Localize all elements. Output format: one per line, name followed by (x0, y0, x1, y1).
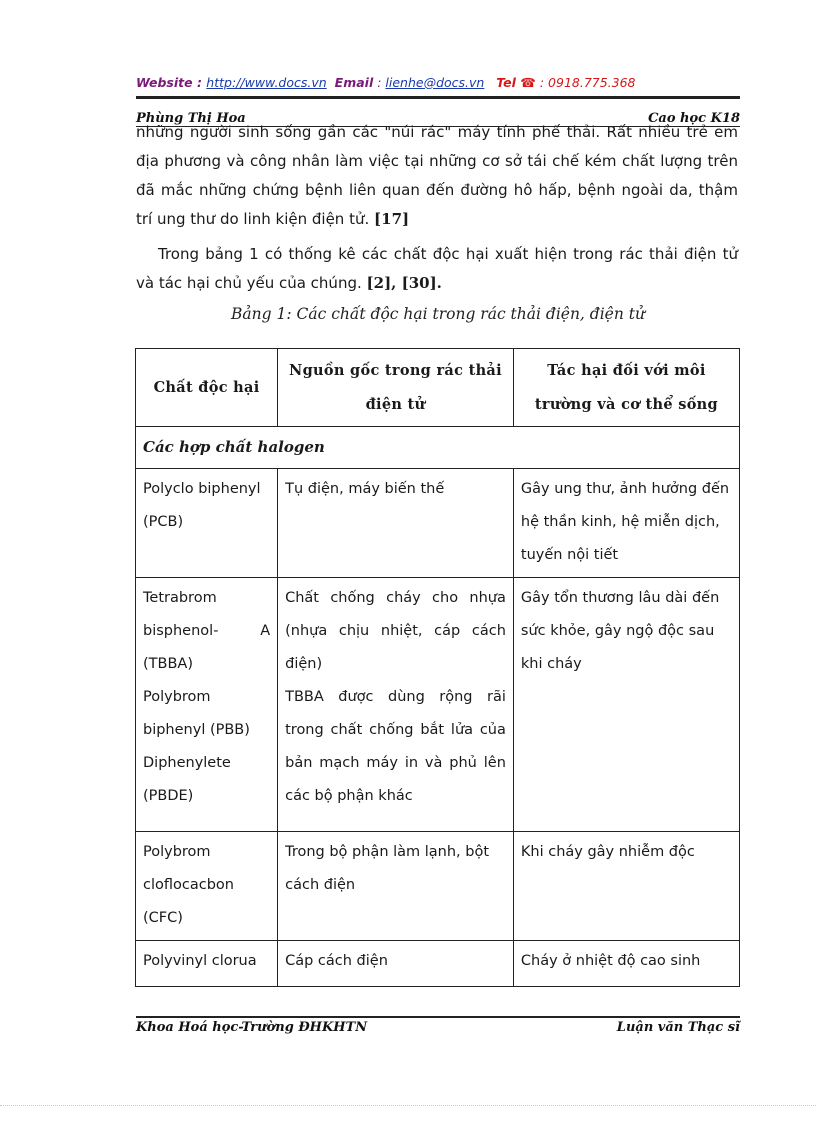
header-effect: Tác hại đối với môi trường và cơ thể sống (513, 349, 739, 427)
website-bar (136, 75, 740, 90)
row-3-effect: Khi cháy gây nhiễm độc (513, 832, 739, 941)
table-header-row (136, 349, 740, 427)
row-2-substance (136, 578, 278, 832)
header-course: Cao học K18 (648, 111, 740, 126)
website-link[interactable]: http://www.docs.vn (206, 75, 327, 90)
row-2-effect: Gây tổn thương lâu dài đến sức khỏe, gây ngộ độc sau khi cháy (513, 578, 739, 832)
paragraph-2 (136, 240, 738, 298)
row-2-substance-line-3: Diphenylete (PBDE) (143, 755, 231, 804)
row-2-substance-line-1: Tetrabrom bisphenol- A (TBBA) (143, 590, 271, 672)
row-4-effect: Cháy ở nhiệt độ cao sinh (513, 941, 739, 987)
header-author: Phùng Thị Hoa (136, 111, 246, 126)
page-edge (0, 1105, 816, 1106)
header-rule (136, 126, 740, 127)
footer-rule (136, 1016, 740, 1018)
row-1-substance: Polyclo biphenyl (PCB) (136, 469, 278, 578)
table-row (136, 578, 740, 832)
website-label: Website : (136, 75, 207, 90)
row-2-substance-line-2: Polybrom biphenyl (PBB) (143, 689, 250, 738)
paragraph-2-ref: [2], [30]. (366, 274, 442, 292)
header-substance: Chất độc hại (136, 349, 278, 427)
row-3-source: Trong bộ phận làm lạnh, bột cách điện (278, 832, 514, 941)
section-row-halogen (136, 427, 740, 469)
table-row (136, 832, 740, 941)
running-footer (136, 1020, 740, 1038)
footer-faculty: Khoa Hoá học-Trường ĐHKHTN (136, 1020, 368, 1035)
paragraph-2-text: Trong bảng 1 có thống kê các chất độc hại xuất hiện trong rác thải điện tử và tác hại chủ yếu của chúng. (136, 245, 738, 292)
row-2-source-line-1: Chất chống cháy cho nhựa (nhựa chịu nhiệt, cáp cách điện) (285, 590, 506, 672)
table-row (136, 941, 740, 987)
table-row (136, 469, 740, 578)
tel-value: : 0918.775.368 (535, 75, 636, 90)
row-4-substance: Polyvinyl clorua (136, 941, 278, 987)
row-1-source: Tụ điện, máy biến thế (278, 469, 514, 578)
tel-label: Tel ☎ (496, 75, 536, 90)
row-2-source-line-2: TBBA được dùng rộng rãi trong chất chống bắt lửa của bản mạch máy in và phủ lên các bộ phận khác (285, 689, 506, 804)
email-link[interactable]: lienhe@docs.vn (385, 75, 485, 90)
email-sep: : (373, 75, 386, 90)
paragraph-1 (136, 124, 738, 240)
row-4-source: Cáp cách điện (278, 941, 514, 987)
row-3-substance: Polybrom cloflocacbon (CFC) (136, 832, 278, 941)
row-1-effect: Gây ung thư, ảnh hưởng đến hệ thần kinh, hệ miễn dịch, tuyến nội tiết (513, 469, 739, 578)
row-2-source (278, 578, 514, 832)
footer-thesis: Luận văn Thạc sĩ (616, 1020, 740, 1035)
header-rule-thick (136, 96, 740, 99)
section-halogen-label: Các hợp chất halogen (136, 427, 740, 469)
paragraph-1-ref: [17] (374, 210, 410, 228)
paragraph-1-text: những người sinh sống gần các "núi rác" máy tính phế thải. Rất nhiều trẻ em địa phương và công nhân làm việc tại những cơ sở tái chế kém chất lượng trên đã mắc những chứng bệnh liên quan đến đường hô hấp, bệnh ngoài da, thậm trí ung thư do linh kiện điện tử. (136, 124, 738, 228)
table-caption: Bảng 1: Các chất độc hại trong rác thải điện, điện tử (231, 305, 645, 323)
toxic-substances-table (135, 348, 740, 987)
header-source: Nguồn gốc trong rác thải điện tử (278, 349, 514, 427)
email-label: Email (334, 75, 374, 90)
